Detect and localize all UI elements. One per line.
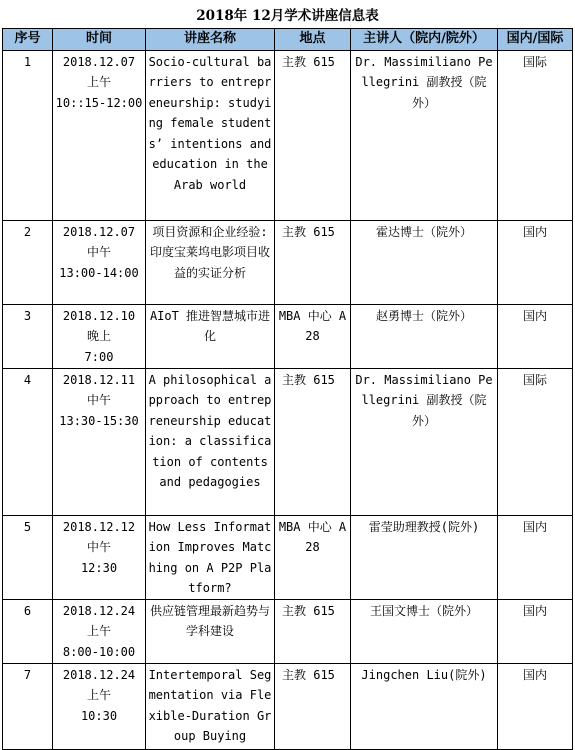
table-row [3, 304, 573, 368]
row-location: MBA 中心 A28 [275, 304, 351, 368]
row-lecture-name: A philosophical approach to entrepreneurship education: a classification of contents and pedagogies [146, 368, 275, 515]
row-scope: 国内 [498, 663, 573, 749]
header-name: 讲座名称 [146, 29, 275, 51]
row-lecture-name: AIoT 推进智慧城市进化 [146, 304, 275, 368]
row-date: 2018.12.12 [62, 519, 136, 534]
table-row [3, 220, 573, 304]
row-date: 2018.12.07 [62, 54, 136, 69]
row-speaker: 王国文博士（院外） [351, 599, 498, 663]
row-scope: 国内 [498, 599, 573, 663]
row-period: 中午 [86, 245, 111, 259]
row-location: 主教 615 [275, 368, 351, 515]
row-date: 2018.12.24 [62, 603, 136, 618]
table-row [3, 368, 573, 515]
table-row [3, 663, 573, 749]
row-speaker: Dr. Massimiliano Pellegrini 副教授（院外） [351, 368, 498, 515]
row-lecture-name: Socio-cultural barriers to entrepreneurship: studying female students’ intentions and education in the Arab world [146, 50, 275, 220]
row-time [53, 50, 146, 220]
row-scope: 国际 [498, 368, 573, 515]
row-time [53, 304, 146, 368]
header-location: 地点 [275, 29, 351, 51]
table-row [3, 599, 573, 663]
row-lecture-name: 项目资源和企业经验:印度宝莱坞电影项目收益的实证分析 [146, 220, 275, 304]
header-time: 时间 [53, 29, 146, 51]
row-speaker: 雷莹助理教授(院外) [351, 515, 498, 599]
row-speaker: 霍达博士（院外） [351, 220, 498, 304]
table-header-row [3, 29, 573, 51]
row-scope: 国内 [498, 304, 573, 368]
row-period: 上午 [86, 624, 111, 638]
row-hours: 12:30 [80, 560, 118, 575]
row-location: MBA 中心 A28 [275, 515, 351, 599]
header-scope: 国内/国际 [498, 29, 573, 51]
row-period: 上午 [86, 75, 111, 89]
row-number: 6 [3, 599, 53, 663]
row-time [53, 368, 146, 515]
row-location: 主教 615 [275, 50, 351, 220]
row-date: 2018.12.24 [62, 667, 136, 682]
row-location: 主教 615 [275, 663, 351, 749]
lecture-table [2, 28, 573, 750]
row-date: 2018.12.11 [62, 372, 136, 387]
header-no: 序号 [3, 29, 53, 51]
row-period: 晚上 [86, 329, 111, 343]
row-date: 2018.12.07 [62, 224, 136, 239]
row-period: 上午 [86, 688, 111, 702]
row-scope: 国内 [498, 515, 573, 599]
row-number: 5 [3, 515, 53, 599]
row-time [53, 220, 146, 304]
row-hours: 10:30 [80, 708, 118, 723]
row-number: 3 [3, 304, 53, 368]
row-hours: 13:00-14:00 [59, 265, 139, 280]
row-date: 2018.12.10 [62, 308, 136, 323]
row-speaker: Jingchen Liu(院外) [351, 663, 498, 749]
row-number: 7 [3, 663, 53, 749]
row-period: 中午 [86, 540, 111, 554]
row-lecture-name: 供应链管理最新趋势与学科建设 [146, 599, 275, 663]
row-number: 4 [3, 368, 53, 515]
row-time [53, 515, 146, 599]
table-row [3, 50, 573, 220]
row-lecture-name: How Less Information Improves Matching on A P2P Platform? [146, 515, 275, 599]
row-hours: 13:30-15:30 [59, 413, 139, 428]
row-time [53, 663, 146, 749]
row-speaker: Dr. Massimiliano Pellegrini 副教授（院外） [351, 50, 498, 220]
row-speaker: 赵勇博士（院外） [351, 304, 498, 368]
row-number: 2 [3, 220, 53, 304]
row-number: 1 [3, 50, 53, 220]
row-location: 主教 615 [275, 220, 351, 304]
row-time [53, 599, 146, 663]
row-location: 主教 615 [275, 599, 351, 663]
page-title: 2018年 12月学术讲座信息表 [196, 8, 379, 24]
row-period: 中午 [86, 393, 111, 407]
header-speaker: 主讲人（院内/院外） [351, 29, 498, 51]
row-scope: 国际 [498, 50, 573, 220]
row-scope: 国内 [498, 220, 573, 304]
row-hours: 10::15-12:00 [55, 95, 143, 110]
row-hours: 7:00 [84, 349, 114, 364]
row-hours: 8:00-10:00 [62, 644, 136, 659]
table-row [3, 515, 573, 599]
row-lecture-name: Intertemporal Segmentation via Flexible-Duration Group Buying [146, 663, 275, 749]
